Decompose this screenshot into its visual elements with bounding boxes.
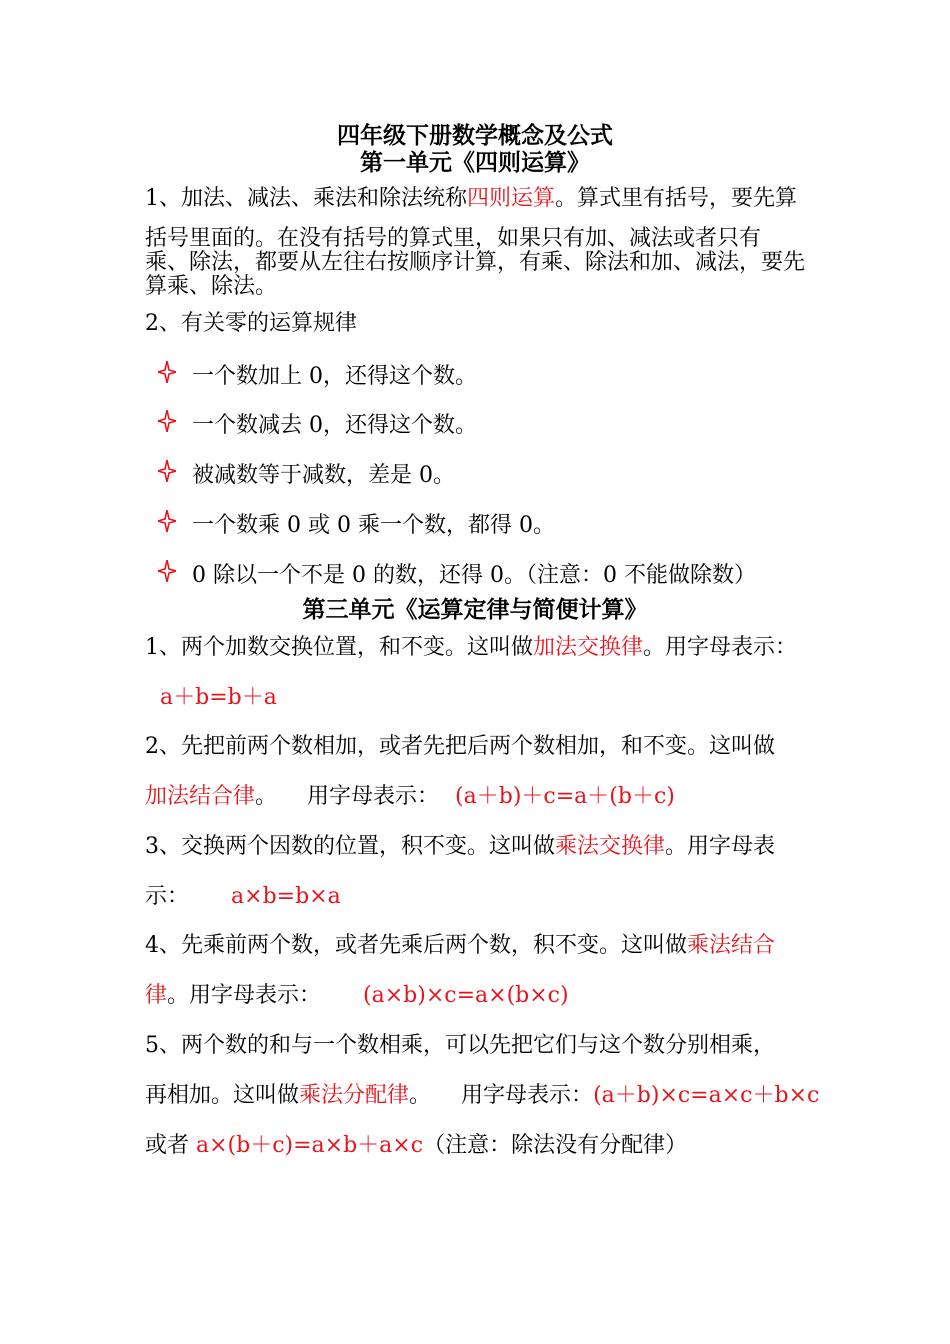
- term-four-operations: 四则运算: [467, 186, 556, 211]
- four-point-star-icon: [156, 460, 178, 489]
- law2-formula: (a＋b)＋c=a＋(b＋c): [455, 784, 675, 809]
- four-point-star-icon: [156, 361, 178, 390]
- term-multiplication-commutative: 乘法交换律: [555, 834, 666, 859]
- law1-line-1: 1、两个加数交换位置，和不变。这叫做加法交换律。用字母表示：: [145, 635, 798, 660]
- zero-rule-item: 一个数加上 0，还得这个数。: [156, 361, 477, 390]
- paragraph-1-line-3: 乘、除法，都要从左往右按顺序计算，有乘、除法和加、减法，要先: [145, 250, 806, 275]
- term-addition-commutative: 加法交换律: [533, 635, 644, 660]
- law3-line-1: 3、交换两个因数的位置，积不变。这叫做乘法交换律。用字母表: [145, 834, 776, 859]
- paragraph-1-line-2: 括号里面的。在没有括号的算式里，如果只有加、减法或者只有: [145, 226, 762, 251]
- law2-line-2: 加法结合律。 用字母表示： (a＋b)＋c=a＋(b＋c): [145, 784, 675, 809]
- law5-line-3: 或者 a×(b＋c)=a×b＋a×c（注意：除法没有分配律）: [145, 1133, 688, 1158]
- law5-formula-1: (a＋b)×c=a×c＋b×c: [593, 1083, 820, 1108]
- four-point-star-icon: [156, 560, 178, 589]
- paragraph-2-heading: 2、有关零的运算规律: [145, 311, 357, 336]
- unit3-heading: 第三单元《运算定律与简便计算》: [302, 596, 648, 623]
- law2-line-1: 2、先把前两个数相加，或者先把后两个数相加，和不变。这叫做: [145, 734, 775, 759]
- zero-rule-item: 被减数等于减数，差是 0。: [156, 460, 455, 489]
- zero-rule-item: 一个数乘 0 或 0 乘一个数，都得 0。: [156, 510, 555, 539]
- unit1-heading: 第一单元《四则运算》: [360, 149, 590, 176]
- document-title: 四年级下册数学概念及公式: [337, 122, 613, 149]
- term-multiplication-associative: 乘法结合: [687, 933, 776, 958]
- paragraph-1-line-4: 算乘、除法。: [145, 274, 278, 299]
- law5-line-2: 再相加。这叫做乘法分配律。 用字母表示：(a＋b)×c=a×c＋b×c: [145, 1083, 820, 1108]
- law4-line-2: 律。用字母表示： (a×b)×c=a×(b×c): [145, 983, 569, 1008]
- zero-rule-item: 一个数减去 0，还得这个数。: [156, 410, 477, 439]
- law3-formula: a×b=b×a: [231, 884, 341, 909]
- four-point-star-icon: [156, 410, 178, 439]
- law5-formula-2: a×(b＋c)=a×b＋a×c: [196, 1133, 424, 1158]
- law4-line-1: 4、先乘前两个数，或者先乘后两个数，积不变。这叫做乘法结合: [145, 933, 776, 958]
- paragraph-1-line-1: 1、加法、减法、乘法和除法统称四则运算。算式里有括号，要先算: [145, 186, 798, 211]
- law1-formula: a＋b=b＋a: [160, 685, 277, 710]
- law5-line-1: 5、两个数的和与一个数相乘，可以先把它们与这个数分别相乘，: [145, 1033, 775, 1058]
- zero-rule-item: 0 除以一个不是 0 的数，还得 0。（注意：0 不能做除数）: [156, 560, 756, 589]
- law3-line-2: 示： a×b=b×a: [145, 884, 341, 909]
- term-addition-associative: 加法结合律: [145, 784, 256, 809]
- term-distributive: 乘法分配律: [299, 1083, 410, 1108]
- law4-formula: (a×b)×c=a×(b×c): [363, 983, 569, 1008]
- four-point-star-icon: [156, 510, 178, 539]
